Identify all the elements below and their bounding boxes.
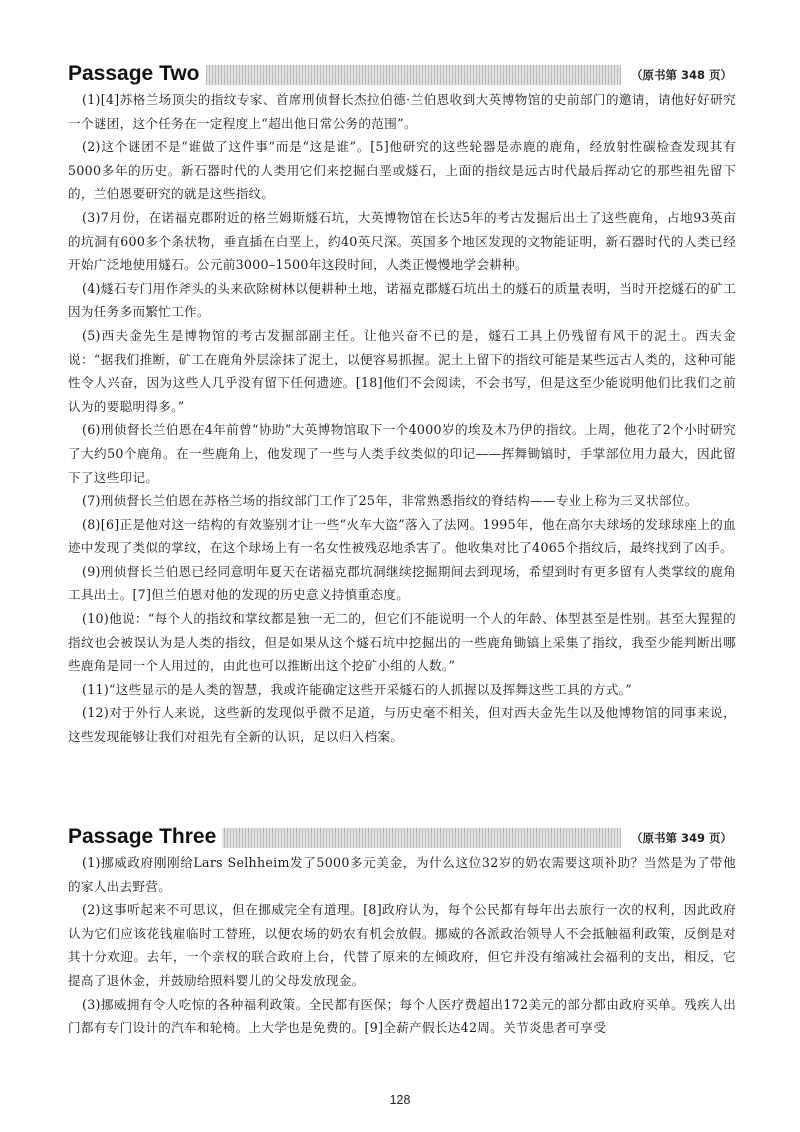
page-number: 128 — [389, 1093, 411, 1107]
paragraph: (1)[4]苏格兰场顶尖的指纹专家、首席刑侦督长杰拉伯德·兰伯恩收到大英博物馆的史前部门的邀请，请他好好研究一个谜团，这个任务在一定程度上“超出他日常公务的范围”。 — [68, 92, 736, 131]
paragraph: (1)挪威政府刚刚给Lars Selhheim发了5000多元美金，为什么这位32岁的奶农需要这项补助？当然是为了带他的家人出去野营。 — [68, 855, 736, 894]
paragraph: (10)他说：“每个人的指纹和掌纹都是独一无二的，但它们不能说明一个人的年龄、体型甚至是性别。甚至大猩猩的指纹也会被误认为是人类的指纹，但是如果从这个燧石坑中挖掘出的一些鹿角锄镐上采集了指纹，我至少能判断出哪些鹿角是同一个人用过的，由此也可以推断出这个挖矿小组的人数。” — [68, 611, 736, 674]
paragraph: (3)7月份，在诺福克郡附近的格兰姆斯燧石坑，大英博物馆在长达5年的考古发掘后出土了这些鹿角，占地93英亩的坑洞有600多个条状物，垂直插在白垩上，约40英尺深。英国多个地区发现的文物能证明，新石器时代的人类已经开始广泛地使用燧石。公元前3000–1500年这段时间，人类正慢慢地学会耕种。 — [68, 209, 736, 273]
paragraph: (3)挪威拥有令人吃惊的各种福利政策。全民都有医保；每个人医疗费超出172美元的部分都由政府买单。残疾人出门都有专门设计的汽车和轮椅。上大学也是免费的。[9]全薪产假长达42周。关节炎患者可享受 — [68, 996, 736, 1036]
paragraph: (5)西夫金先生是博物馆的考古发掘部副主任。让他兴奋不已的是，燧石工具上仍残留有风干的泥土。西夫金说：“据我们推断，矿工在鹿角外层涂抹了泥土，以便容易抓握。泥土上留下的指纹可能是某些远古人类的，这种可能性令人兴奋，因为这些人几乎没有留下任何遗迹。[18]他们不会阅读，不会书写，但是这至少能说明他们比我们之前认为的要聪明得多。” — [68, 327, 736, 414]
passage-three-page-ref: （原书第 349 页） — [621, 828, 736, 848]
paragraph: (2)这个谜团不是“谁做了这件事”而是“这是谁”。[5]他研究的这些轮器是赤鹿的鹿角，经放射性碳检查发现其有5000多年的历史。新石器时代的人类用它们来挖掘白垩或燧石，上面的指纹是远古时代最后挥动它的那些祖先留下的，兰伯恩要研究的就是这些指纹。 — [68, 139, 736, 202]
passage-two-section — [68, 62, 736, 749]
paragraph: (2)这事听起来不可思议，但在挪威完全有道理。[8]政府认为，每个公民都有每年出去旅行一次的权利，因此政府认为它们应该花钱雇临时工替班，以便农场的奶农有机会放假。挪威的各派政治领导人不会抵触福利政策，反倒是对其十分欢迎。去年，一个亲权的联合政府上台，代替了原来的左倾政府，但它并没有缩减社会福利的支出，相反，它提高了退休金，并鼓励给照料婴儿的父母发放现金。 — [68, 902, 736, 988]
passage-three-header — [68, 825, 736, 849]
passage-three-title: Passage Three — [68, 825, 222, 849]
paragraph: (9)刑侦督长兰伯恩已经同意明年夏天在诺福克郡坑洞继续挖掘期间去到现场，希望到时有更多留有人类掌纹的鹿角工具出土。[7]但兰伯恩对他的发现的历史意义持慎重态度。 — [68, 563, 736, 603]
paragraph: (6)刑侦督长兰伯恩在4年前曾“协助”大英博物馆取下一个4000岁的埃及木乃伊的指纹。上周，他花了2个小时研究了大约50个鹿角。在一些鹿角上，他发现了一些与人类手纹类似的印记——挥舞锄镐时，手掌部位用力最大，因此留下了这些印记。 — [68, 422, 736, 485]
paragraph: (12)对于外行人来说，这些新的发现似乎微不足道，与历史毫不相关，但对西夫金先生以及他博物馆的同事来说，这些发现能够让我们对祖先有全新的认识，足以归入档案。 — [68, 705, 736, 745]
passage-two-page-ref: （原书第 348 页） — [621, 65, 736, 85]
passage-two-title: Passage Two — [68, 62, 206, 86]
paragraph: (8)[6]正是他对这一结构的有效鉴别才让一些“火车大盗”落入了法网。1995年，他在高尔夫球场的发球球座上的血迹中发现了类似的掌纹，在这个球场上有一名女性被残忍地杀害了。他收集对比了4065个指纹后，最终找到了凶手。 — [68, 516, 736, 556]
passage-three-section — [68, 825, 736, 1040]
paragraph: (11)“这些显示的是人类的智慧，我或许能确定这些开采燧石的人抓握以及挥舞这些工具的方式。” — [82, 681, 632, 697]
paragraph: (4)燧石专门用作斧头的头来砍除树林以便耕种土地，诺福克郡燧石坑出土的燧石的质量表明，当时开挖燧石的矿工因为任务多而繁忙工作。 — [68, 280, 736, 320]
passage-two-header — [68, 62, 736, 86]
paragraph: (7)刑侦督长兰伯恩在苏格兰场的指纹部门工作了25年，非常熟悉指纹的脊结构——专业上称为三叉状部位。 — [82, 493, 698, 509]
